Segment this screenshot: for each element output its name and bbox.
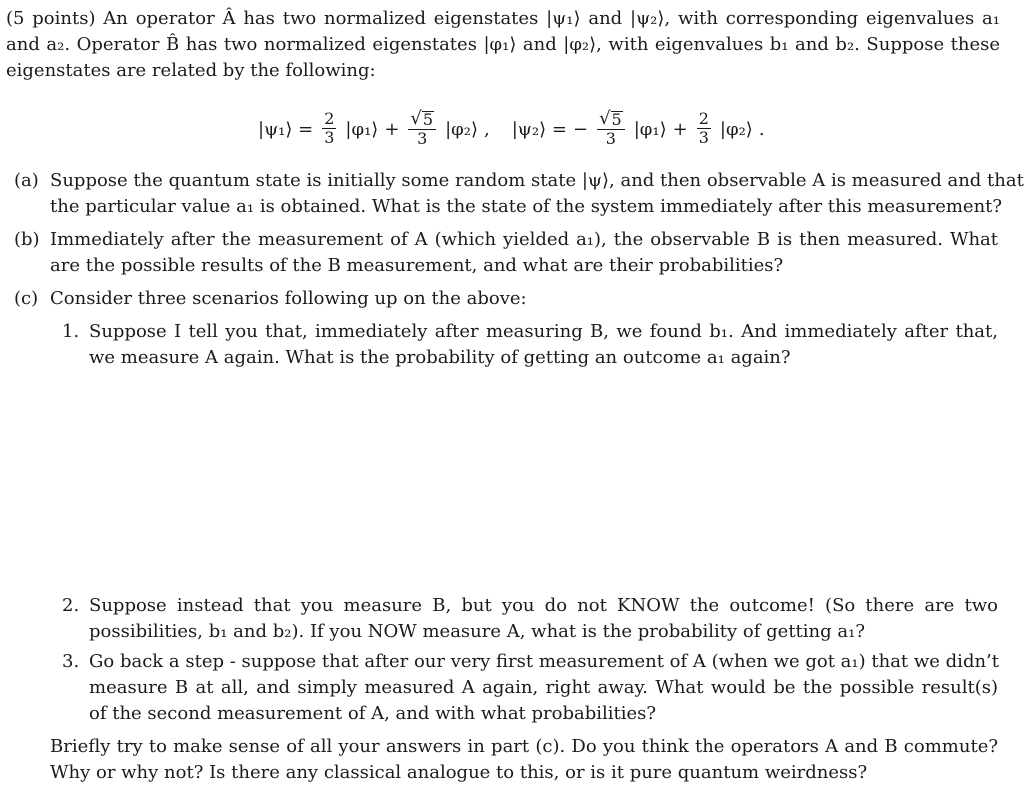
fraction-numerator: 2 xyxy=(698,109,709,129)
scenario-2-line-2: possibilities, b₁ and b₂). If you NOW measure A, what is the probability of getting a₁? xyxy=(89,621,865,642)
period: . xyxy=(758,118,765,140)
scenario-1-label: 1. xyxy=(62,321,80,342)
scenario-3-line-1: Go back a step - suppose that after our very first measurement of A (when we got a₁) that we didn’t xyxy=(89,651,1000,672)
intro-line-2: and a₂. Operator B̂ has two normalized eigenstates |φ₁⟩ and |φ₂⟩, with eigenvalues b₁ and b₂. Suppose these xyxy=(6,34,1000,55)
part-a-line-1: Suppose the quantum state is initially some random state |ψ⟩, and then observable A is measured and that xyxy=(50,170,1024,191)
radical-sign-icon: √ xyxy=(599,107,611,129)
fraction-root5-over-3 xyxy=(408,107,436,148)
radicand: 5 xyxy=(422,109,434,129)
part-c-line-1: Consider three scenarios following up on the above: xyxy=(50,288,527,309)
sqrt-five xyxy=(597,107,625,129)
closing-line-1: Briefly try to make sense of all your answers in part (c). Do you think the operators A and B commute? xyxy=(50,736,998,757)
scenario-1-line-1: Suppose I tell you that, immediately after measuring B, we found b₁. And immediately after that, xyxy=(89,321,998,342)
part-a-line-2: the particular value a₁ is obtained. What is the state of the system immediately after this measurement? xyxy=(50,196,1003,217)
scenario-1-line-2: we measure A again. What is the probability of getting an outcome a₁ again? xyxy=(89,347,791,368)
intro-line-3: eigenstates are related by the following: xyxy=(6,60,376,81)
sqrt-five xyxy=(408,107,436,129)
scenario-2-label: 2. xyxy=(62,595,80,616)
scenario-2-line-1: Suppose instead that you measure B, but you do not KNOW the outcome! (So there are two xyxy=(89,595,998,616)
fraction-root5-over-3 xyxy=(597,107,625,148)
plus-sign: + xyxy=(384,118,400,140)
minus-sign: − xyxy=(572,118,589,140)
fraction-denominator: 3 xyxy=(417,128,428,148)
fraction-numerator: 2 xyxy=(324,109,335,129)
fraction-denominator: 3 xyxy=(605,128,616,148)
scenario-3-label: 3. xyxy=(62,651,80,672)
ket-phi1: |φ₁⟩ xyxy=(345,118,379,140)
scenario-3-line-3: of the second measurement of A, and with what probabilities? xyxy=(89,703,657,724)
fraction-two-thirds xyxy=(322,111,336,146)
scenario-3-line-2: measure B at all, and simply measured A again, right away. What would be the possible result(s) xyxy=(89,677,998,698)
radical-sign-icon: √ xyxy=(410,107,422,129)
ket-phi1: |φ₁⟩ xyxy=(633,118,667,140)
eq-lhs-psi1: |ψ₁⟩ = xyxy=(258,118,314,140)
ket-phi2: |φ₂⟩ xyxy=(445,118,478,140)
ket-phi2: |φ₂⟩ xyxy=(719,118,753,140)
part-a-label: (a) xyxy=(14,170,39,191)
part-b-line-2: are the possible results of the B measurement, and what are their probabilities? xyxy=(50,255,784,276)
radicand: 5 xyxy=(611,109,622,129)
comma: , xyxy=(484,118,490,140)
plus-sign: + xyxy=(672,118,688,140)
eq-lhs-psi2: |ψ₂⟩ = xyxy=(511,118,567,140)
fraction-two-thirds xyxy=(697,111,711,146)
part-b-label: (b) xyxy=(14,229,40,250)
eigenstate-relation-equation xyxy=(258,101,778,157)
fraction-denominator: 3 xyxy=(698,128,709,148)
part-b-line-1: Immediately after the measurement of A (which yielded a₁), the observable B is then measured. What xyxy=(50,229,998,250)
part-c-label: (c) xyxy=(14,288,39,309)
closing-line-2: Why or why not? Is there any classical analogue to this, or is it pure quantum weirdness? xyxy=(50,762,868,783)
fraction-denominator: 3 xyxy=(324,128,335,148)
intro-line-1: (5 points) An operator Â has two normalized eigenstates |ψ₁⟩ and |ψ₂⟩, with corresponding eigenvalues a₁ xyxy=(6,8,1000,29)
